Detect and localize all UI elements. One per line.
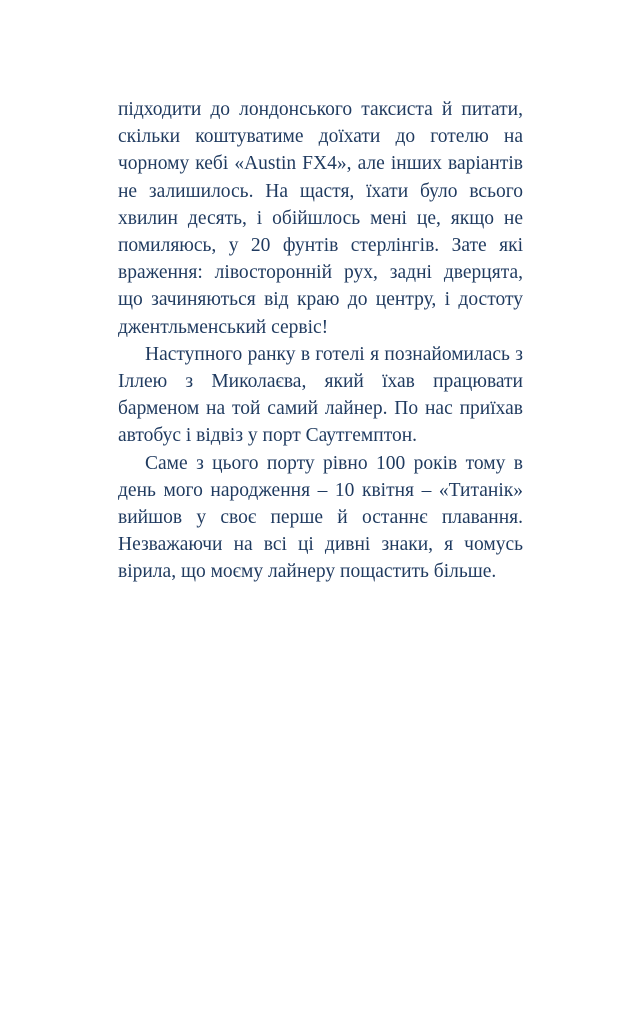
paragraph-morning-hotel: Наступного ранку в готелі я познайомилась з Іллею з Миколаєва, який їхав працювати барменом на той самий лайнер. По нас приїхав автобус і відвіз у порт Саутгемптон. xyxy=(118,343,523,447)
paragraph-titanic-port: Саме з цього порту рівно 100 років тому в день мого народження – 10 квітня – «Титанік» вийшов у своє перше й останнє плавання. Незважаючи на всі ці дивні знаки, я чомусь вірила, що моєму лайнеру пощастить більше. xyxy=(118,452,523,583)
paragraph-continued: підходити до лондонського таксиста й питати, скільки коштуватиме доїхати до готелю на чорному кебі «Austin FX4», але інших варіантів не залишилось. На щастя, їхати було всього хвилин десять, і обійшлось мені це, якщо не помиляюсь, у 20 фунтів стерлінгів. Зате які враження: лівосторонній рух, задні дверцята, що зачиняються від краю до центру, і достоту джентльменський сервіс! xyxy=(118,99,523,338)
page-text xyxy=(118,96,523,586)
